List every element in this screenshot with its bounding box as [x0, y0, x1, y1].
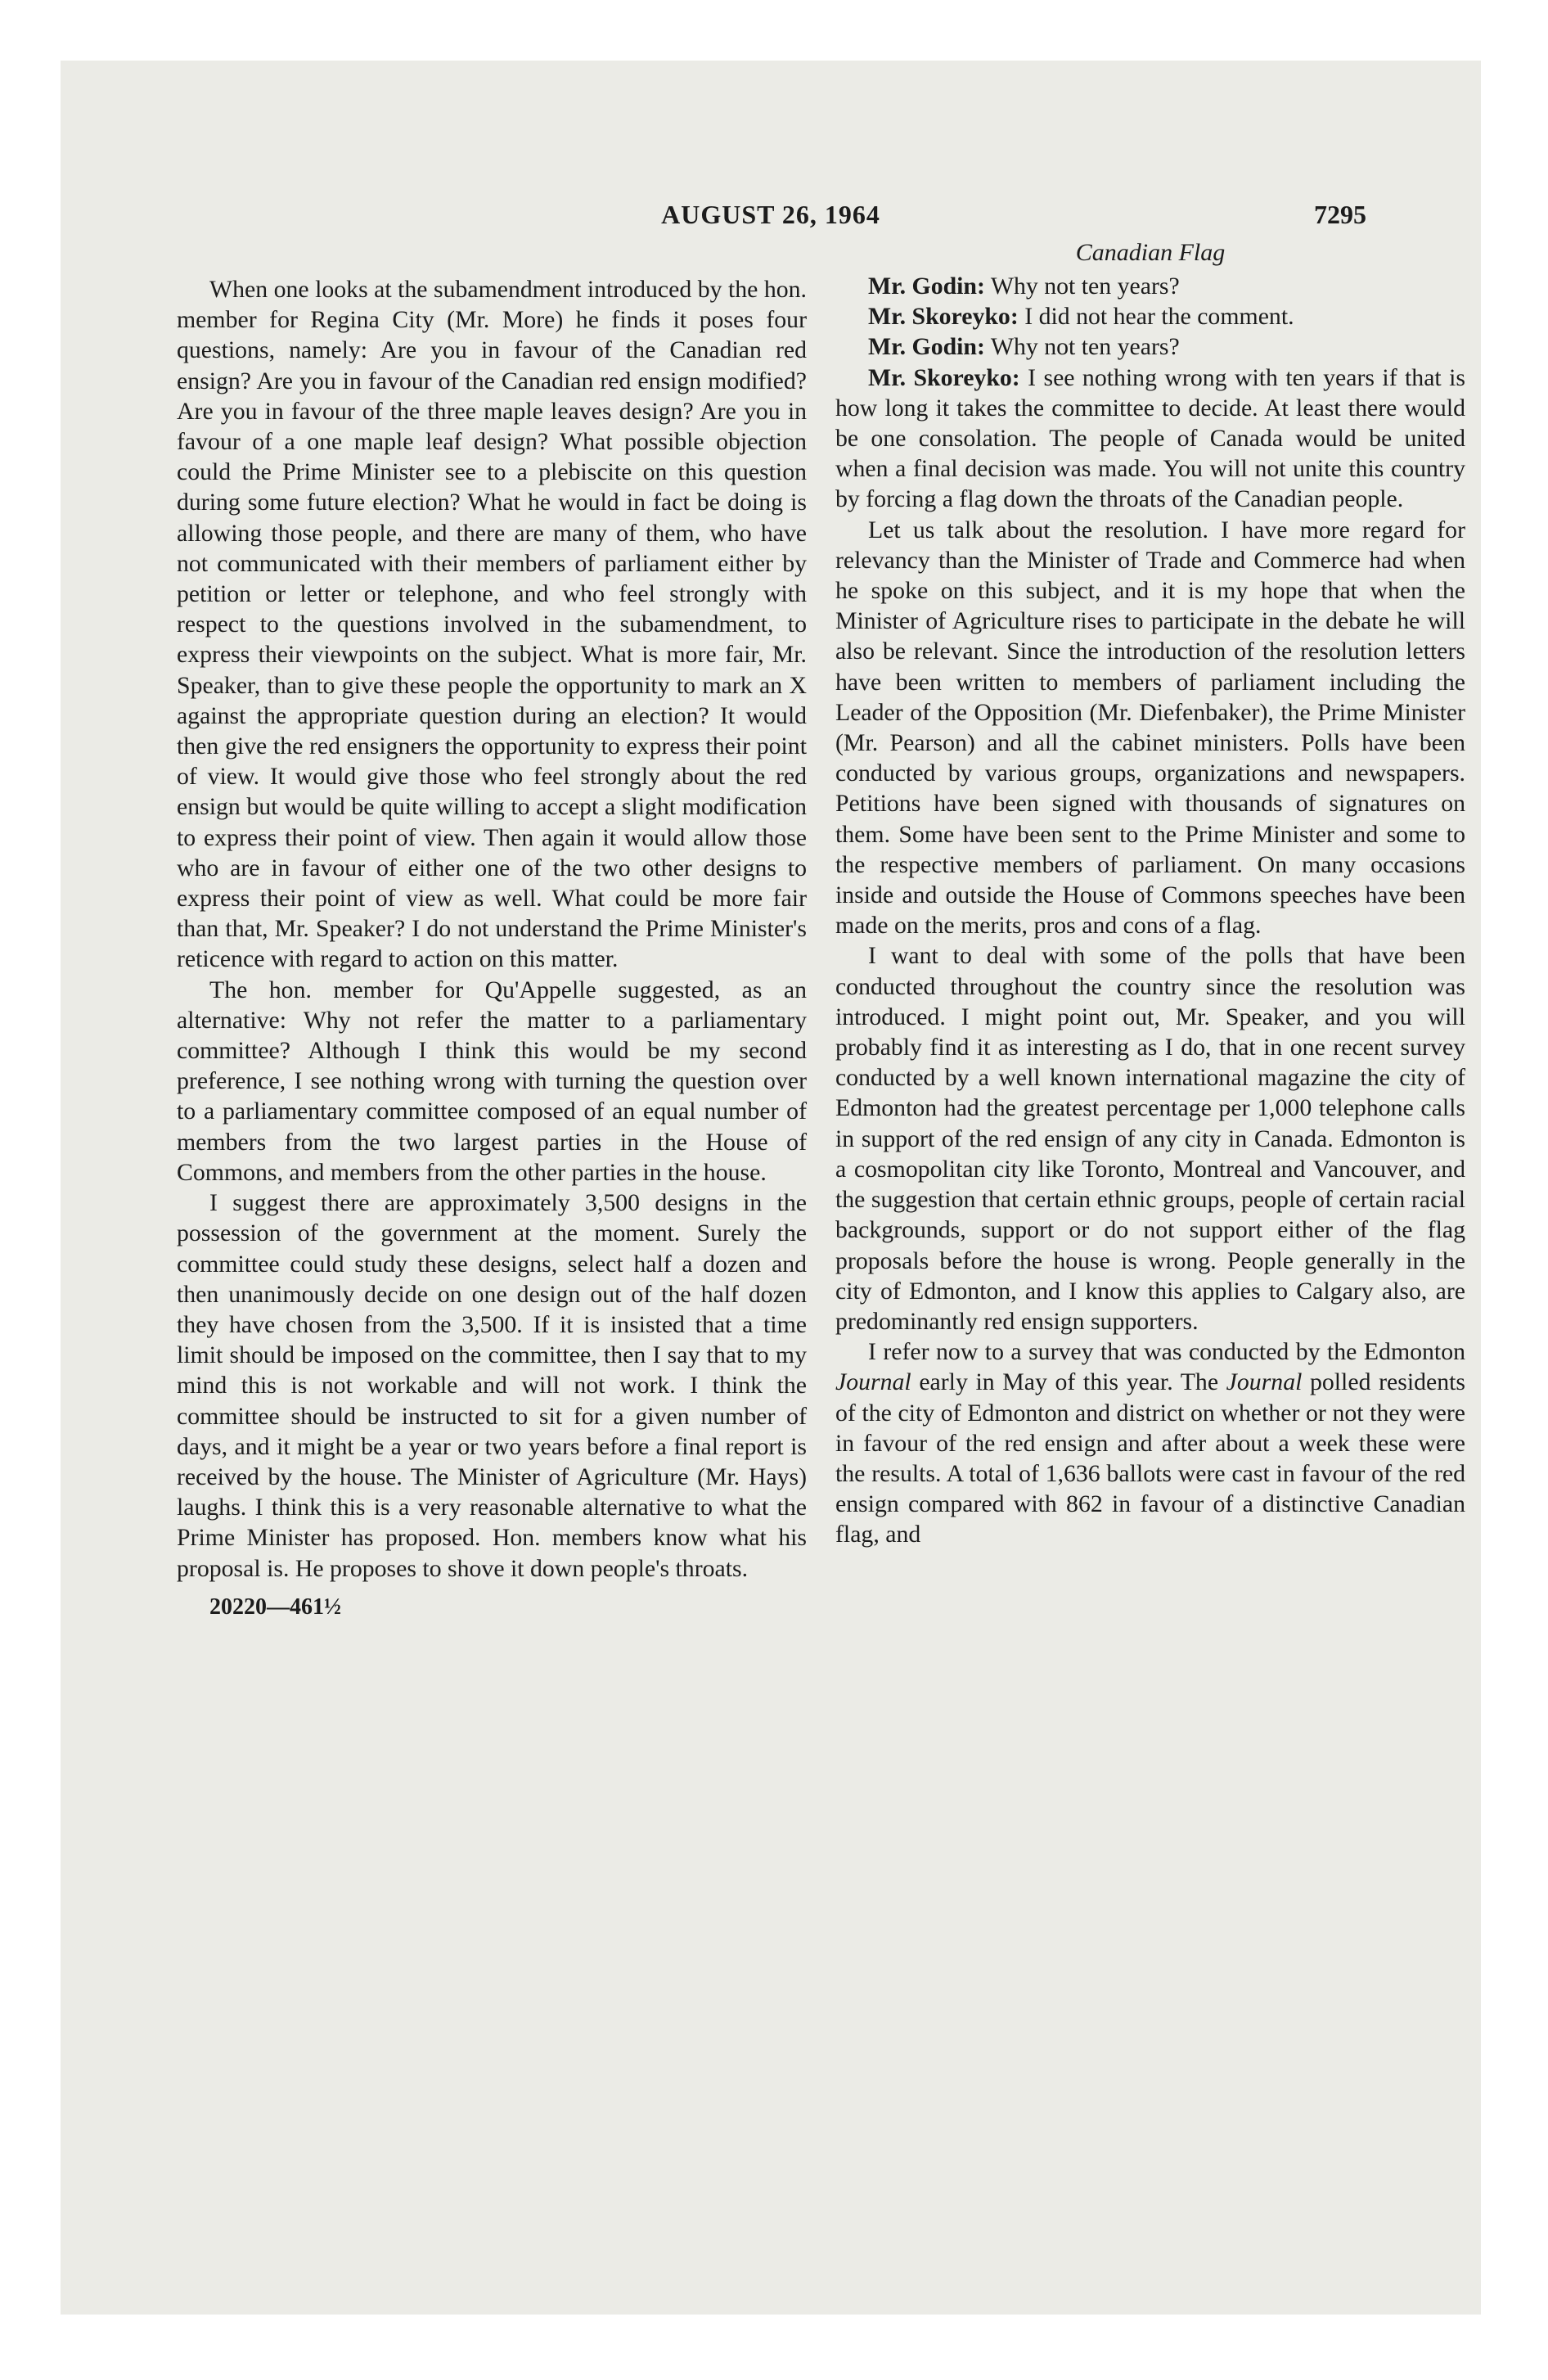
left-column [177, 274, 807, 1622]
paragraph [835, 1336, 1465, 1549]
speech-text: I did not hear the comment. [1024, 303, 1294, 331]
exchange [835, 331, 1465, 362]
publication-name: Journal [1226, 1368, 1303, 1396]
speaker-name: Mr. Godin: [868, 273, 985, 300]
text-run: polled residents of the city of Edmonton and district on whether or not they were in favour of the red ensign and after about a week these were the results. A total of 1,636 ballots were cast in favour of the red ensign compared with 862 in favour of a distinctive Canadian flag, and [835, 1368, 1465, 1548]
paragraph: Let us talk about the resolution. I have more regard for relevancy than the Minister of Trade and Commerce had when he spoke on this subject, and it is my hope that when the Minister of Agriculture rises to participate in the debate he will also be relevant. Since the introduction of the resolution letters have been written to members of parliament including the Leader of the Opposition (Mr. Diefenbaker), the Prime Minister (Mr. Pearson) and all the cabinet ministers. Polls have been conducted by various groups, organizations and newspapers. Petitions have been signed with thousands of signatures on them. Some have been sent to the Prime Minister and some to the respective members of parliament. On many occasions inside and outside the House of Commons speeches have been made on the merits, pros and cons of a flag. [835, 516, 1465, 940]
text-run: I refer now to a survey that was conducted by the Edmonton [868, 1338, 1465, 1366]
text-columns [177, 237, 1486, 2364]
page-number: 7295 [1314, 200, 1366, 229]
paragraph: I want to deal with some of the polls that have been conducted throughout the country since the resolution was introduced. I might point out, Mr. Speaker, and you will probably find it as interesting as I do, that in one recent survey conducted by a well known international magazine the city of Edmonton had the greatest percentage per 1,000 telephone calls in support of the red ensign of any city in Canada. Edmonton is a cosmopolitan city like Toronto, Montreal and Vancouver, and the suggestion that certain ethnic groups, people of certain racial backgrounds, support or do not support either of the flag proposals before the house is wrong. People generally in the city of Edmonton, and I know this applies to Calgary also, are predominantly red ensign supporters. [835, 942, 1465, 1335]
text-run: early in May of this year. The [911, 1368, 1226, 1396]
exchange [835, 271, 1465, 301]
speaker-name: Mr. Skoreyko: [868, 363, 1020, 391]
page-sheet [61, 61, 1481, 2315]
exchange [835, 301, 1465, 331]
speaker-name: Mr. Skoreyko: [868, 303, 1019, 331]
paragraph: The hon. member for Qu'Appelle suggested, as an alternative: Why not refer the matter to a parliamentary committee? Although I think this would be my second preference, I see nothing wrong with turning the question over to a parliamentary committee composed of an equal number of members from the two largest parties in the House of Commons, and members from the other parties in the house. [177, 976, 807, 1186]
speech-text: Why not ten years? [990, 333, 1180, 361]
page-date: AUGUST 26, 1964 [661, 200, 880, 229]
folio-number: 20220—461½ [209, 1593, 341, 1620]
paragraph: When one looks at the subamendment introduced by the hon. member for Regina City (Mr. More) he finds it poses four questions, namely: Are you in favour of the Canadian red ensign? Are you in favour of the Canadian red ensign modified? Are you in favour of the three maple leaves design? Are you in favour of a one maple leaf design? What possible objection could the Prime Minister see to a plebiscite on this question during some future election? What he would in fact be doing is allowing those people, and there are many of them, who have not communicated with their members of parliament either by petition or letter or telephone, and who feel strongly with respect to the questions involved in the subamendment, to express their viewpoints on the subject. What is more fair, Mr. Speaker, than to give these people the opportunity to mark an X against the appropriate question during an election? It would then give the red ensigners the opportunity to express their point of view. It would give those who feel strongly about the red ensign but would be quite willing to accept a slight modification to express their point of view. Then again it would allow those who are in favour of either one of the two other designs to express their point of view as well. What could be more fair than that, Mr. Speaker? I do not understand the Prime Minister's reticence with regard to action on this matter. [177, 276, 807, 973]
section-title: Canadian Flag [1075, 239, 1226, 266]
right-column [835, 237, 1465, 1550]
speaker-name: Mr. Godin: [868, 333, 985, 361]
speech-text: Why not ten years? [990, 273, 1180, 300]
exchange [835, 363, 1465, 515]
publication-name: Journal [835, 1368, 911, 1396]
speech-text: I see nothing wrong with ten years if that is how long it takes the committee to decide. At least there would be one consolation. The people of Canada would be united when a final decision was made. You will not unite this country by forcing a flag down the throats of the Canadian people. [835, 363, 1465, 513]
paragraph: I suggest there are approximately 3,500 designs in the possession of the government at the moment. Surely the committee could study these designs, select half a dozen and then unanimously decide on one design out of the half dozen they have chosen from the 3,500. If it is insisted that a time limit should be imposed on the committee, then I say that to my mind this is not workable and will not work. I think the committee should be instructed to sit for a given number of days, and it might be a year or two years before a final report is received by the house. The Minister of Agriculture (Mr. Hays) laughs. I think this is a very reasonable alternative to what the Prime Minister has proposed. Hon. members know what his proposal is. He proposes to shove it down people's throats. [177, 1189, 807, 1582]
